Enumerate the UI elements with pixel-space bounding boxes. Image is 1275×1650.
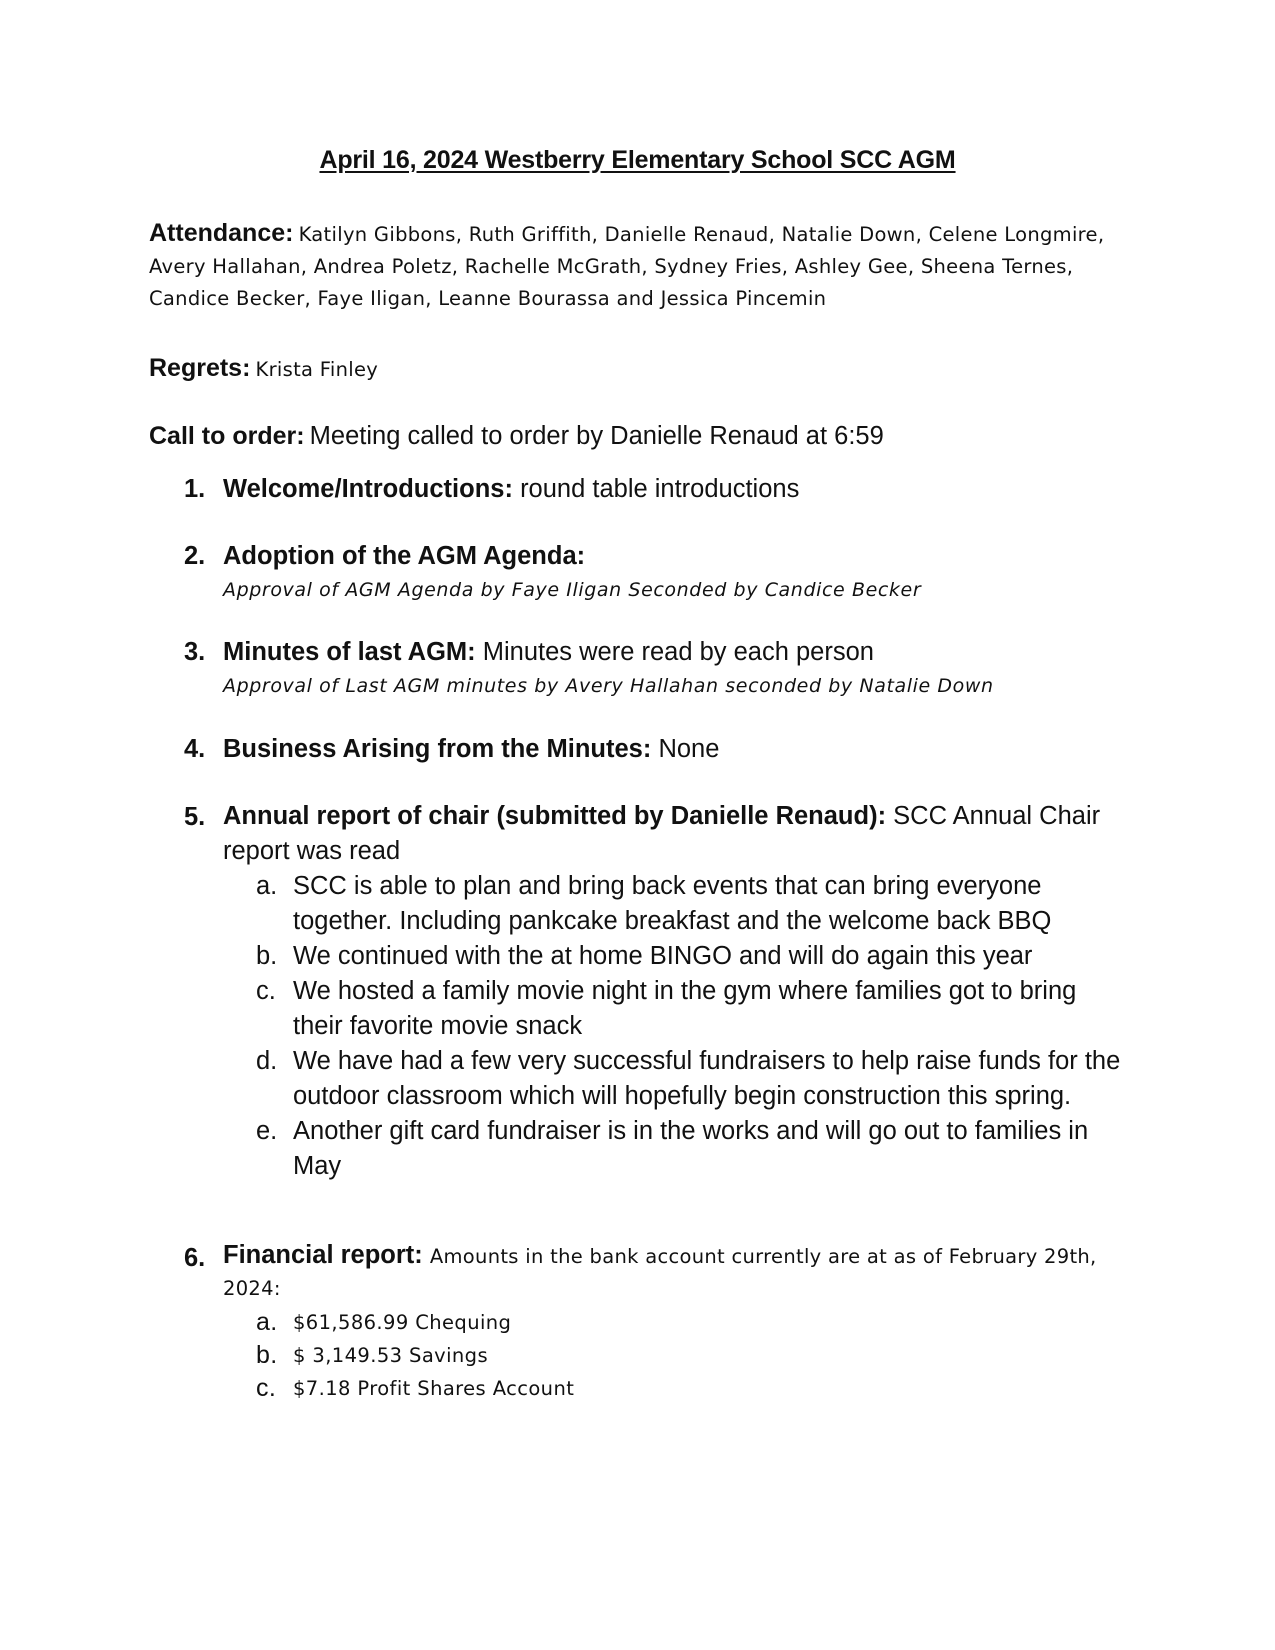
list-item-text: $61,586.99 Chequing	[293, 1311, 512, 1334]
agenda-item-1	[184, 471, 1124, 507]
agenda-item-4	[184, 731, 1124, 767]
list-item-letter: b.	[256, 942, 278, 970]
list-item-text: We have had a few very successful fundraisers to help raise funds for the outdoor classroom which will hopefully begin construction this spring.	[293, 1047, 1121, 1110]
call-to-order-text: Meeting called to order by Danielle Renaud at 6:59	[309, 422, 884, 450]
item-heading: Minutes of last AGM:	[223, 638, 476, 666]
attendance-label: Attendance:	[149, 219, 294, 247]
item-number: 1.	[184, 475, 206, 503]
item-number: 4.	[184, 735, 206, 763]
regrets-label: Regrets:	[149, 354, 251, 382]
list-item-letter: c.	[256, 977, 276, 1005]
list-item-text: We hosted a family movie night in the gym where families got to bring their favorite movie snack	[293, 977, 1077, 1040]
item-text: Minutes were read by each person	[482, 638, 874, 666]
regrets-section	[149, 353, 1124, 386]
list-item	[256, 1114, 1124, 1184]
agenda-item-3	[184, 634, 1124, 700]
document-title: April 16, 2024 Westberry Elementary School SCC AGM	[319, 146, 956, 174]
list-item-letter: c.	[256, 1374, 277, 1402]
list-item-text: SCC is able to plan and bring back events that can bring everyone together. Including pankcake breakfast and the welcome back BBQ	[293, 872, 1052, 935]
list-item	[256, 1306, 1124, 1339]
call-to-order-label: Call to order:	[149, 422, 305, 450]
item-approval-note: Approval of Last AGM minutes by Avery Hallahan seconded by Natalie Down	[223, 675, 994, 697]
item-heading: Adoption of the AGM Agenda:	[223, 542, 586, 570]
item-number: 2.	[184, 542, 206, 570]
item-text: Amounts in the bank account currently are at as of February 29th, 2024:	[223, 1245, 1097, 1300]
item-approval-note: Approval of AGM Agenda by Faye Iligan Seconded by Candice Becker	[223, 579, 922, 601]
list-item-text: We continued with the at home BINGO and will do again this year	[293, 942, 1033, 970]
item-number: 3.	[184, 638, 206, 666]
item-heading: Welcome/Introductions:	[223, 475, 513, 503]
list-item-letter: a.	[256, 1308, 278, 1336]
list-item-text: $7.18 Profit Shares Account	[293, 1377, 575, 1400]
list-item	[256, 869, 1124, 939]
agenda-item-5	[184, 799, 1124, 1184]
call-to-order-section	[149, 421, 1124, 454]
item-text: round table introductions	[520, 475, 800, 503]
list-item	[256, 1339, 1124, 1372]
list-item-text: Another gift card fundraiser is in the works and will go out to families in May	[293, 1117, 1089, 1180]
list-item	[256, 1372, 1124, 1405]
item-heading: Annual report of chair (submitted by Danielle Renaud):	[223, 802, 887, 830]
item-text: None	[658, 735, 720, 763]
list-item	[256, 1044, 1124, 1114]
list-item	[256, 939, 1124, 974]
list-item	[256, 974, 1124, 1044]
attendance-section	[149, 218, 1124, 315]
list-item-letter: e.	[256, 1117, 278, 1145]
list-item-letter: d.	[256, 1047, 278, 1075]
list-item-text: $ 3,149.53 Savings	[293, 1344, 489, 1367]
agenda-item-2	[184, 538, 1124, 604]
agenda-item-6	[184, 1240, 1124, 1405]
item-text: SCC Annual Chair report was read	[223, 802, 1101, 865]
list-item-letter: a.	[256, 872, 278, 900]
item-number: 5.	[184, 803, 206, 831]
list-item-letter: b.	[256, 1341, 278, 1369]
attendance-names: Katilyn Gibbons, Ruth Griffith, Danielle Renaud, Natalie Down, Celene Longmire, Avery Hallahan, Andrea Poletz, Rachelle McGrath, Sydney Fries, Ashley Gee, Sheena Ternes, Candice Becker, Faye Iligan, Leanne Bourassa and Jessica Pincemin	[149, 223, 1105, 310]
item-heading: Financial report:	[223, 1241, 423, 1269]
item-number: 6.	[184, 1244, 206, 1272]
regrets-names: Krista Finley	[255, 358, 379, 381]
item-heading: Business Arising from the Minutes:	[223, 735, 652, 763]
